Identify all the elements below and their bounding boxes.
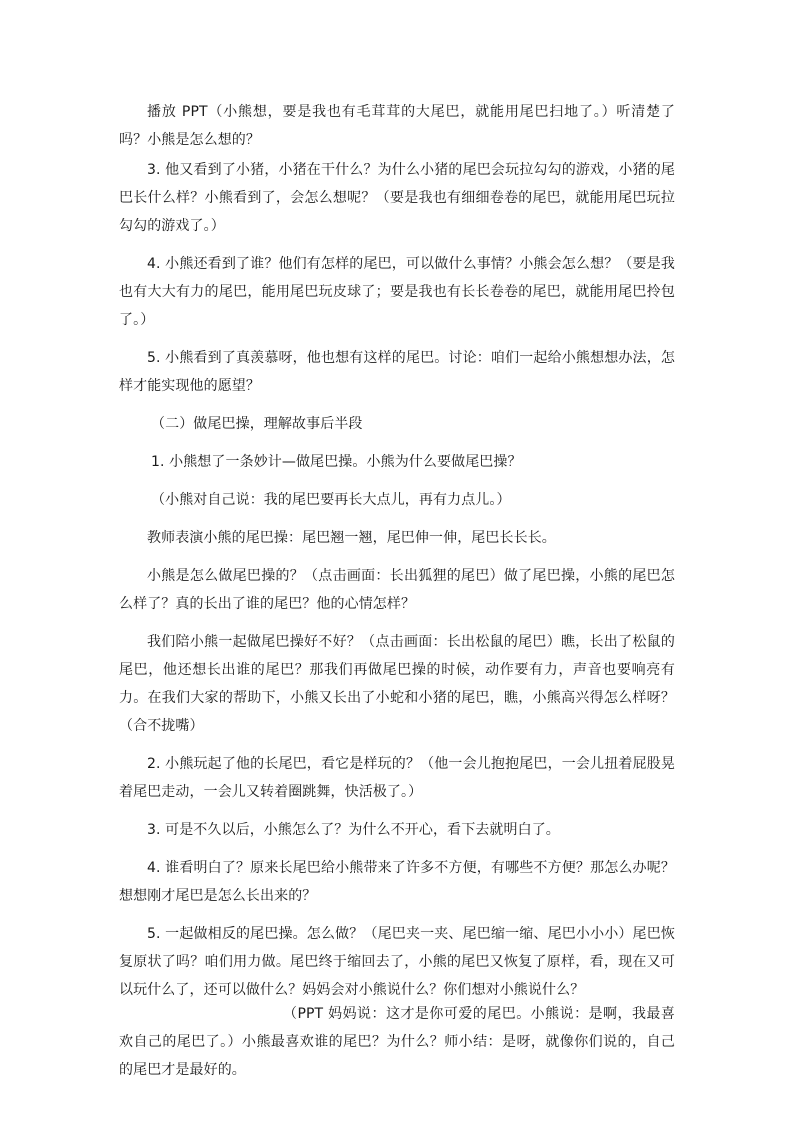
paragraph-item-4-inconvenient: 4. 谁看明白了？原来长尾巴给小熊带来了许多不方便，有哪些不方便？那怎么办呢？想想刚才尾巴是怎么长出来的？ — [119, 860, 675, 904]
paragraph-item-3-pig: 3. 他又看到了小猪，小猪在干什么？为什么小猪的尾巴会玩拉勾勾的游戏，小猪的尾巴长什么样？小熊看到了，会怎么想呢？（要是我也有细细卷卷的尾巴，就能用尾巴玩拉勾勾的游戏了。） — [119, 162, 675, 234]
paragraph-item-5-wish: 5. 小熊看到了真羡慕呀，他也想有这样的尾巴。讨论：咱们一起给小熊想想办法，怎样才能实现他的愿望？ — [119, 350, 675, 394]
document-body — [119, 98, 675, 1094]
paragraph-teacher-demo: 教师表演小熊的尾巴操：尾巴翘一翘，尾巴伸一伸，尾巴长长长。 — [147, 530, 556, 546]
paragraph-item-1-plan: 1. 小熊想了一条妙计—做尾巴操。小熊为什么要做尾巴操？ — [151, 454, 522, 470]
paragraph-item-2-play: 2. 小熊玩起了他的长尾巴，看它是样玩的？（他一会儿抱抱尾巴，一会儿扭着屁股晃着尾巴走动，一会儿又转着圈跳舞，快活极了。） — [119, 756, 675, 800]
paragraph-squirrel-tail: 我们陪小熊一起做尾巴操好不好？（点击画面：长出松鼠的尾巴）瞧，长出了松鼠的尾巴，他还想长出谁的尾巴？那我们再做尾巴操的时候，动作要有力，声音也要响亮有力。在我们大家的帮助下，小熊又长出了小蛇和小猪的尾巴，瞧，小熊高兴得怎么样呀？（合不拢嘴） — [119, 634, 675, 734]
paragraph-item-5-reverse: 5. 一起做相反的尾巴操。怎么做？（尾巴夹一夹、尾巴缩一缩、尾巴小小小）尾巴恢复原状了吗？咱们用力做。尾巴终于缩回去了，小熊的尾巴又恢复了原样，看，现在又可以玩什么了，还可以做什么？妈妈会对小熊说什么？你们想对小熊说什么？ — [119, 926, 675, 998]
paragraph-item-4-others: 4. 小熊还看到了谁？他们有怎样的尾巴，可以做什么事情？小熊会怎么想？（要是我也有大大有力的尾巴，能用尾巴玩皮球了；要是我也有长长卷卷的尾巴，就能用尾巴拎包了。） — [119, 256, 675, 328]
paragraph-bear-self-talk: （小熊对自己说：我的尾巴要再长大点儿，再有力点儿。） — [151, 492, 511, 508]
section-heading-tail-exercise: （二）做尾巴操，理解故事后半段 — [151, 416, 363, 432]
paragraph-item-3-unhappy: 3. 可是不久以后，小熊怎么了？为什么不开心，看下去就明白了。 — [147, 822, 560, 838]
paragraph-ppt-summary: （PPT 妈妈说：这才是你可爱的尾巴。小熊说：是啊，我最喜欢自己的尾巴了。）小熊最喜欢谁的尾巴？为什么？师小结：是呀，就像你们说的，自己的尾巴才是最好的。 — [119, 1006, 675, 1078]
paragraph-ppt-play: 播放 PPT（小熊想，要是我也有毛茸茸的大尾巴，就能用尾巴扫地了。）听清楚了吗？小熊是怎么想的？ — [119, 104, 675, 148]
paragraph-fox-tail: 小熊是怎么做尾巴操的？（点击画面：长出狐狸的尾巴）做了尾巴操，小熊的尾巴怎么样了？真的长出了谁的尾巴？他的心情怎样？ — [119, 568, 675, 612]
